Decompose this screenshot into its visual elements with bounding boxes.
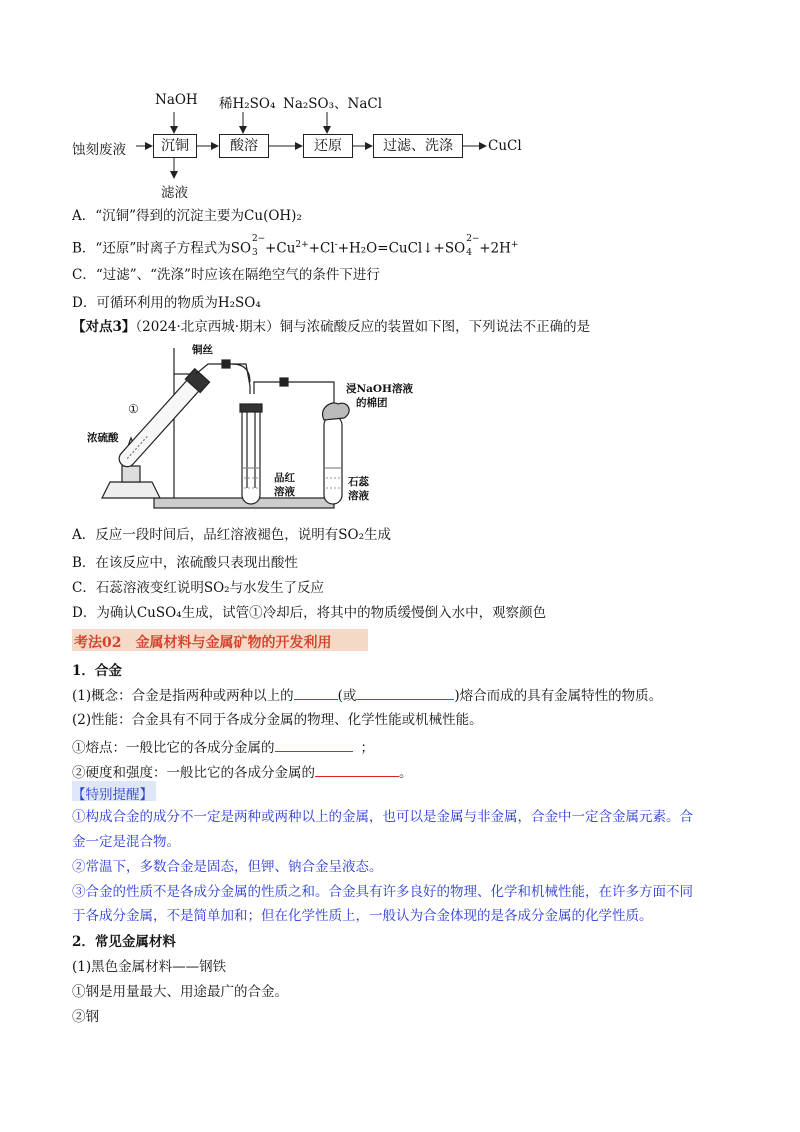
tip-line-1: ①构成合金的成分不一定是两种或两种以上的金属，也可以是金属与非金属，合金中一定含金属元素。合 (72, 809, 693, 825)
flow-byproduct: 滤液 (161, 185, 188, 201)
p3-option-a: A．反应一段时间后，品红溶液褪色，说明有SO₂生成 (72, 527, 391, 543)
lab-label-shirui-2: 溶液 (348, 490, 369, 502)
flow-source: 蚀刻废液 (72, 142, 126, 158)
option-b-h: +2H (479, 240, 511, 257)
so4-script (465, 234, 480, 258)
lab-label-pinhong-2: 溶液 (274, 486, 295, 498)
p3-option-d: D．为确认CuSO₄生成，试管①冷却后，将其中的物质缓慢倒入水中，观察颜色 (72, 605, 547, 621)
lab-label-circle1: ① (128, 402, 139, 416)
option-b-cu: +Cu (265, 240, 296, 257)
tip-line-2: 金一定是混合物。 (72, 834, 180, 850)
cl-charge: - (334, 240, 338, 250)
alloy-melting-post: ； (360, 740, 374, 756)
lab-label-cotton-1: 浸NaOH溶液 (346, 383, 413, 395)
reagent-na2so3: Na₂SO₃、NaCl (283, 96, 383, 112)
option-b-water: +H₂O=CuCl↓+SO (337, 240, 466, 257)
materials-line-1: (1)黑色金属材料——钢铁 (72, 959, 227, 975)
option-a: A．“沉铜”得到的沉淀主要为Cu(OH)₂ (72, 208, 302, 224)
p3-option-c: C．石蕊溶液变红说明SO₂与水发生了反应 (72, 580, 325, 596)
lab-label-acid: 浓硫酸 (87, 432, 119, 444)
tip-line-5: 于各成分金属，不是简单加和；但在化学性质上，一般认为合金体现的是各成分金属的化学性质。 (72, 908, 653, 924)
option-b-text: B．“还原”时离子方程式为SO (72, 240, 252, 257)
option-b-cl: +Cl (308, 240, 335, 257)
alloy-melting (72, 737, 374, 757)
lab-label-cotton-2: 的棉团 (356, 397, 388, 409)
cu-charge: 2+ (295, 240, 309, 250)
flow-arrows (0, 0, 800, 200)
point3-tag: 【对点3】 (72, 319, 136, 335)
materials-line-3: ②钢 (72, 1009, 99, 1025)
blank-3[interactable] (275, 737, 353, 752)
so4-subscript: 4 (466, 248, 472, 258)
flow-box-chentong: 沉铜 (153, 134, 197, 158)
blank-1[interactable] (294, 685, 338, 700)
alloy-hardness-post: 。 (399, 765, 413, 781)
alloy-concept-post: )熔合而成的具有金属特性的物质。 (454, 688, 663, 704)
alloy-concept (72, 685, 662, 705)
so3-charge: 2− (252, 234, 266, 244)
lab-label-pinhong-1: 品红 (274, 472, 295, 484)
tip-line-4: ③合金的性质不是各成分金属的性质之和。合金具有许多良好的物理、化学和机械性能，在许多方面不同 (72, 884, 693, 900)
lab-label-shirui-1: 石蕊 (348, 476, 369, 488)
reagent-naoh: NaOH (155, 92, 198, 108)
alloy-property: (2)性能：合金具有不同于各成分金属的物理、化学性能或机械性能。 (72, 712, 483, 728)
alloy-concept-mid: (或 (337, 688, 357, 704)
alloy-heading: 1．合金 (72, 663, 122, 679)
alloy-hardness (72, 762, 413, 782)
lab-label-wire: 铜丝 (192, 344, 213, 356)
materials-heading: 2．常见金属材料 (72, 934, 176, 950)
alloy-concept-text: (1)概念：合金是指两种或两种以上的 (72, 688, 294, 704)
p3-option-b: B．在该反应中，浓硫酸只表现出酸性 (72, 555, 298, 571)
so3-script (251, 234, 266, 258)
so3-subscript: 3 (252, 248, 258, 258)
section-heading: 考法02 金属材料与金属矿物的开发利用 (74, 635, 332, 651)
tip-line-3: ②常温下，多数合金是固态，但钾、钠合金呈液态。 (72, 859, 383, 875)
point3-text: （2024·北京西城·期末）铜与浓硫酸反应的装置如下图，下列说法不正确的是 (135, 319, 591, 335)
reagent-h2so4: 稀H₂SO₄ (219, 96, 276, 112)
alloy-melting-text: ①熔点：一般比它的各成分金属的 (72, 740, 275, 756)
option-d: D．可循环利用的物质为H₂SO₄ (72, 295, 261, 311)
option-c: C．“过滤”、“洗涤”时应该在隔绝空气的条件下进行 (72, 267, 380, 283)
materials-line-2: ①钢是用量最大、用途最广的合金。 (72, 984, 288, 1000)
flow-product: CuCl (488, 138, 522, 154)
h-charge: + (510, 240, 519, 250)
tip-label: 【特别提醒】 (72, 787, 153, 803)
so4-charge: 2− (466, 234, 480, 244)
blank-2[interactable] (356, 685, 454, 700)
point3-line (72, 318, 590, 336)
flow-box-guolv: 过滤、洗涤 (373, 134, 463, 158)
option-b (72, 236, 518, 258)
flow-box-huanyuan: 还原 (303, 134, 353, 158)
alloy-hardness-text: ②硬度和强度：一般比它的各成分金属的 (72, 765, 315, 781)
flow-box-suanrong: 酸溶 (219, 134, 269, 158)
blank-4[interactable] (315, 762, 399, 777)
